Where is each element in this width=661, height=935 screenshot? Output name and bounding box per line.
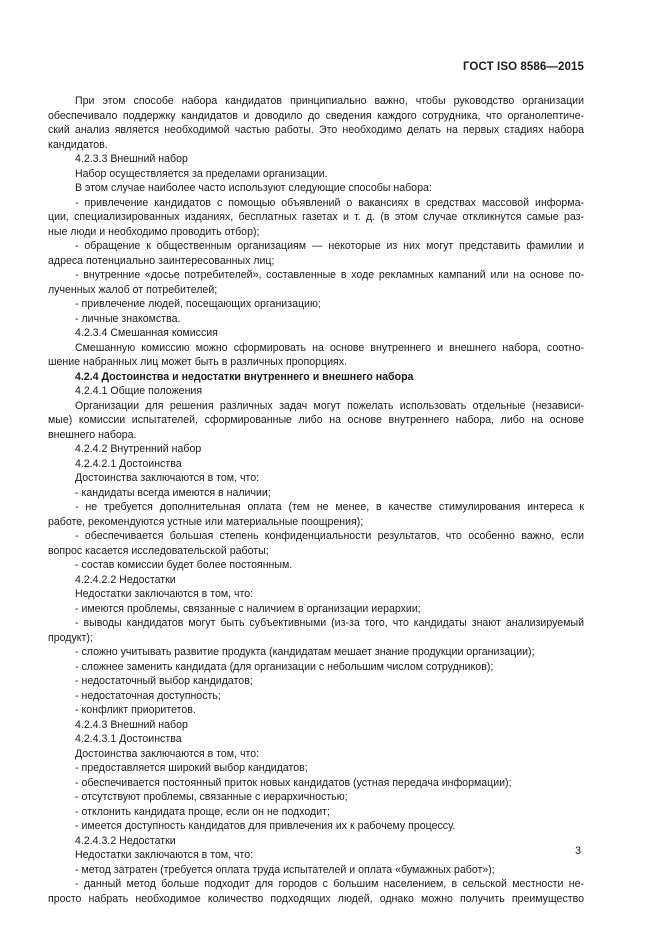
text-line: - привлечение людей, посещающих организацию;	[75, 298, 321, 310]
section-heading-line: 4.2.4 Достоинства и недостатки внутреннего и внешнего набора	[75, 370, 414, 383]
text-line: кандидатов.	[48, 138, 108, 151]
text-line: - предоставляется широкий выбор кандидатов;	[75, 762, 308, 774]
document-body	[48, 94, 584, 906]
page-number: 3	[575, 845, 581, 857]
text-line: В этом случае наиболее часто используют следующие способы набора:	[75, 182, 432, 194]
text-line: ции, специализированных изданиях, бесплатных газетах и т. д. (в этом случае откликнутся самые раз-	[48, 211, 584, 223]
text-line: просто набрать необходимое количество подходящих людей, однако можно получить преимущество	[48, 892, 584, 905]
text-line: 4.2.3.4 Смешанная комиссия	[75, 327, 218, 339]
text-line: - недостаточная доступность;	[75, 689, 221, 702]
text-line: 4.2.4.2.1 Достоинства	[75, 457, 182, 470]
text-line: 4.2.4.3 Внешний набор	[75, 718, 188, 731]
text-line: - сложно учитывать развитие продукта (кандидатам мешает знание продукции организации);	[75, 646, 535, 658]
text-line: - кандидаты всегда имеются в наличии;	[75, 486, 271, 499]
text-line: - имеются проблемы, связанные с наличием в организации иерархии;	[75, 602, 421, 615]
text-line: вопрос касается исследовательской работы;	[48, 544, 269, 557]
text-line: 4.2.4.1 Общие положения	[75, 385, 203, 397]
text-line: - метод затратен (требуется оплата труда испытателей и оплата «бумажных работ»);	[75, 863, 495, 876]
text-line: - выводы кандидатов могут быть субъективными (из-за того, что кандидаты знают анализируемый	[75, 617, 584, 629]
text-line: Достоинства заключаются в том, что:	[75, 747, 260, 760]
text-line: Смешанную комиссию можно сформировать на основе внутреннего и внешнего набора, соотно-	[75, 341, 584, 354]
text-line: 4.2.4.2 Внутренний набор	[75, 443, 202, 455]
text-line: - состав комиссии будет более постоянным.	[75, 559, 293, 571]
text-line: - отсутствуют проблемы, связанные с иерархичностью;	[75, 791, 348, 803]
text-line: При этом способе набора кандидатов принципиально важно, чтобы руководство организации	[75, 95, 584, 107]
text-line: Набор осуществляется за пределами организации.	[75, 167, 328, 180]
text-line: Достоинства заключаются в том, что:	[75, 472, 260, 484]
text-line: ные люди и необходимо проводить отбор);	[48, 225, 260, 238]
text-line: - обеспечивается большая степень конфиденциальности результатов, что особенно важно, если	[75, 530, 584, 542]
text-line: - сложнее заменить кандидата (для организации с небольшим числом сотрудников);	[75, 660, 494, 673]
text-line: Недостатки заключаются в том, что:	[75, 588, 254, 600]
text-line: Организации для решения различных задач могут пожелать использовать отдельные (независи-	[75, 399, 584, 412]
text-line: лученных жалоб от потребителей;	[48, 283, 218, 296]
text-line: работе, рекомендуются устные или материальные поощрения);	[48, 515, 364, 528]
text-line: - недостаточный выбор кандидатов;	[75, 675, 253, 687]
text-line: 4.2.4.2.2 Недостатки	[75, 573, 176, 586]
text-line: - привлечение кандидатов с помощью объявлений о вакансиях в средствах массовой информа-	[75, 196, 584, 209]
text-line: - внутренние «досье потребителей», составленные в ходе рекламных кампаний или на основе по-	[75, 269, 584, 281]
text-line: - не требуется дополнительная оплата (тем не менее, в качестве стимулирования интереса к	[75, 501, 584, 513]
standard-code-header: ГОСТ ISO 8586—2015	[462, 61, 584, 73]
text-line: адреса потенциально заинтересованных лиц;	[48, 254, 275, 267]
text-line: 4.2.4.3.1 Достоинства	[75, 733, 182, 745]
text-line: - личные знакомства.	[75, 312, 181, 325]
text-line: ский анализ является необходимой частью работы. Это необходимо делать на первых стадиях набора	[48, 124, 584, 136]
text-line: - имеется доступность кандидатов для привлечения их к рабочему процессу.	[75, 820, 456, 832]
text-line: шение набранных лиц может быть в различных пропорциях.	[48, 356, 348, 368]
text-line: 4.2.3.3 Внешний набор	[75, 153, 188, 165]
text-line: - данный метод больше подходит для городов с большим населением, в сельской местности не-	[75, 878, 584, 890]
text-line: - обращение к общественным организациям — некоторые из них могут представить фамилии и	[75, 240, 584, 252]
text-line: 4.2.4.3.2 Недостатки	[75, 834, 176, 847]
text-line: мые) комиссии испытателей, сформированные либо на основе внутреннего набора, либо на основе	[48, 414, 584, 426]
text-line: Недостатки заключаются в том, что:	[75, 849, 254, 861]
text-line: продукт);	[48, 631, 93, 644]
text-line: - конфликт приоритетов.	[75, 704, 196, 716]
text-line: внешнего набора.	[48, 428, 137, 441]
text-line: - отклонить кандидата проще, если он не подходит;	[75, 805, 330, 818]
text-line: - обеспечивается постоянный приток новых кандидатов (устная передача информации);	[75, 776, 512, 789]
text-line: обеспечивало поддержку кандидатов и доводило до сведения каждого сотрудника, что органолептиче-	[48, 109, 584, 122]
